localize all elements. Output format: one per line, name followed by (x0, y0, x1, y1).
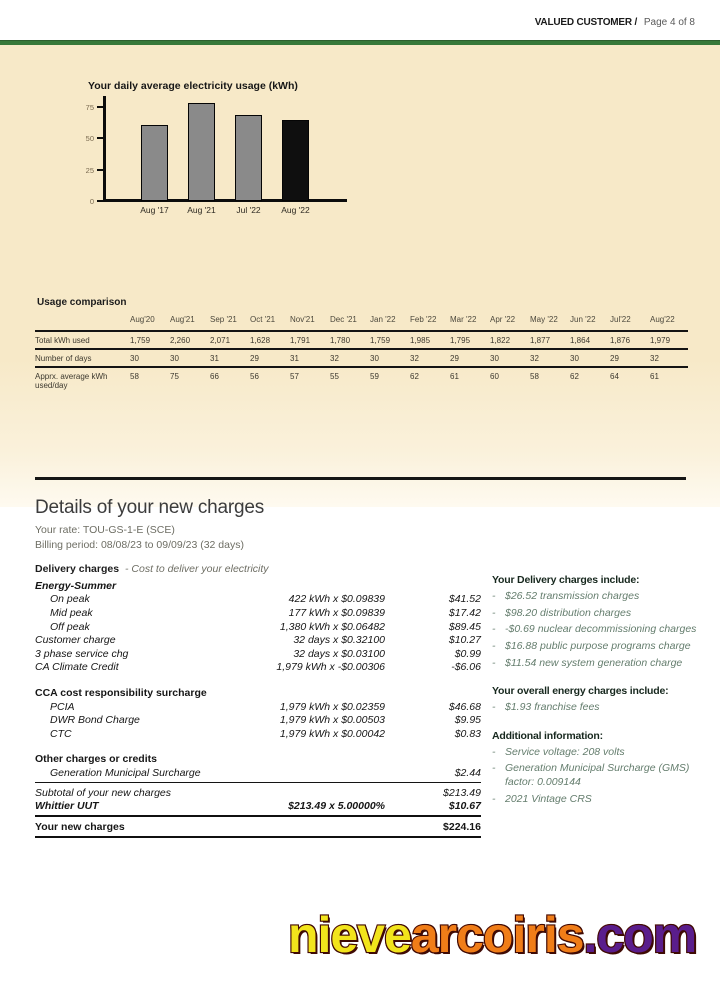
usage-cell: 30 (490, 354, 499, 363)
watermark-part1: nieve (288, 907, 411, 963)
list-item-text: $26.52 transmission charges (505, 590, 640, 602)
list-item (492, 793, 700, 807)
list-item-text: Generation Municipal Surcharge (GMS) factor: 0.009144 (505, 762, 690, 789)
charge-row (35, 820, 481, 834)
usage-cell: 31 (210, 354, 219, 363)
watermark-website (288, 906, 696, 964)
y-tick-mark (97, 137, 104, 139)
usage-column-header: Jan '22 (370, 315, 396, 324)
delivery-charges-note: - Cost to deliver your electricity (124, 563, 269, 575)
usage-cell: 1,795 (450, 336, 471, 345)
charge-label: CTC (50, 727, 72, 740)
charge-amount: $10.67 (448, 800, 481, 813)
charge-calculation: 177 kWh x $0.09839 (288, 606, 385, 619)
table-row (35, 330, 688, 348)
usage-cell: 29 (250, 354, 259, 363)
y-tick-label: 75 (85, 103, 94, 112)
usage-cell: 1,780 (330, 336, 351, 345)
y-tick-label: 0 (89, 197, 94, 206)
charges-rule (35, 782, 481, 783)
charges-rule-thick (35, 836, 481, 838)
charge-row (35, 593, 481, 607)
usage-cell: 1,985 (410, 336, 431, 345)
usage-cell: 30 (130, 354, 139, 363)
charges-subheading: Other charges or credits (35, 753, 157, 766)
usage-row-label: Number of days (35, 354, 92, 363)
charge-calculation: 1,979 kWh x -$0.00306 (276, 661, 385, 674)
watermark-part3: .com (583, 907, 697, 963)
charge-row (35, 799, 481, 813)
usage-cell: 1,877 (530, 336, 551, 345)
usage-cell: 30 (370, 354, 379, 363)
y-tick-mark (97, 106, 104, 108)
list-item (492, 701, 700, 715)
usage-table-header-row (35, 313, 688, 330)
y-tick-label: 50 (85, 134, 94, 143)
usage-cell: 30 (570, 354, 579, 363)
charge-row (35, 727, 481, 741)
rate-line: Your rate: TOU-GS-1-E (SCE) (35, 524, 175, 536)
x-axis-label: Aug '17 (140, 205, 169, 215)
usage-cell: 61 (450, 372, 459, 381)
charge-label: Your new charges (35, 820, 125, 833)
bullet-dash: - (492, 792, 496, 805)
usage-column-header: Aug'21 (170, 315, 195, 324)
additional-information (492, 730, 700, 807)
usage-cell: 1,864 (570, 336, 591, 345)
charge-row (35, 606, 481, 620)
list-item-text: $11.54 new system generation charge (505, 656, 683, 669)
usage-cell: 30 (170, 354, 179, 363)
bullet-dash: - (492, 762, 496, 775)
bullet-dash: - (492, 606, 496, 619)
list-item-text: Service voltage: 208 volts (505, 745, 625, 758)
usage-cell: 2,260 (170, 336, 191, 345)
charge-calculation: 32 days x $0.32100 (293, 634, 385, 647)
page-number: Page 4 of 8 (643, 17, 695, 28)
charge-label: 3 phase service chg (35, 647, 129, 660)
charges-info-sidebar (492, 574, 700, 821)
details-heading: Details of your new charges (35, 497, 265, 518)
x-axis-label: Aug '21 (187, 205, 216, 215)
bullet-dash: - (492, 590, 496, 602)
usage-cell: 29 (610, 354, 619, 363)
watermark-part2: arcoiris (410, 907, 584, 963)
list-item (492, 590, 700, 604)
charge-label: Whittier UUT (35, 800, 99, 813)
usage-column-header: Apr '22 (490, 315, 516, 324)
usage-cell: 57 (290, 372, 299, 381)
bullet-dash: - (492, 656, 496, 669)
charge-amount: $89.45 (448, 620, 481, 633)
charge-label: DWR Bond Charge (50, 714, 140, 727)
y-tick-label: 25 (85, 166, 94, 175)
charge-row (35, 620, 481, 634)
usage-cell: 1,628 (250, 336, 271, 345)
usage-cell: 1,791 (290, 336, 311, 345)
charges-gap (35, 674, 481, 686)
usage-cell: 32 (530, 354, 539, 363)
charge-calculation: $213.49 x 5.00000% (288, 800, 385, 813)
charge-amount: $41.52 (448, 593, 481, 606)
usage-column-header: Aug'20 (130, 315, 155, 324)
x-axis-label: Aug '22 (281, 205, 310, 215)
usage-column-header: Feb '22 (410, 315, 437, 324)
charge-row (35, 661, 481, 675)
delivery-charges-header (35, 563, 269, 575)
charge-row (35, 647, 481, 661)
charge-calculation: 32 days x $0.03100 (293, 647, 385, 660)
energy-charges-include-heading: Your overall energy charges include: (492, 685, 669, 698)
delivery-charges-include-heading: Your Delivery charges include: (492, 574, 640, 586)
charge-amount: $46.68 (448, 700, 481, 713)
list-item-text: $16.88 public purpose programs charge (505, 639, 691, 652)
bullet-dash: - (492, 623, 496, 636)
chart-title: Your daily average electricity usage (kWh) (88, 80, 298, 92)
charges-subheading: CCA cost responsibility surcharge (35, 686, 207, 699)
additional-information-heading: Additional information: (492, 729, 603, 742)
bullet-dash: - (492, 701, 496, 714)
charge-label: CA Climate Credit (35, 661, 119, 674)
usage-column-header: Jul'22 (610, 315, 631, 324)
usage-bar (141, 125, 168, 201)
usage-cell: 1,876 (610, 336, 631, 345)
charges-rule-thick (35, 815, 481, 817)
usage-column-header: Aug'22 (650, 315, 675, 324)
usage-cell: 75 (170, 372, 179, 381)
section-divider (35, 477, 686, 480)
usage-cell: 64 (610, 372, 619, 381)
list-item (492, 607, 700, 621)
charge-amount: -$6.06 (451, 661, 481, 674)
usage-column-header: Nov'21 (290, 315, 315, 324)
usage-cell: 60 (490, 372, 499, 381)
usage-cell: 29 (450, 354, 459, 363)
table-row (35, 366, 688, 393)
usage-cell: 32 (330, 354, 339, 363)
usage-cell: 1,759 (130, 336, 151, 345)
usage-cell: 32 (410, 354, 419, 363)
charge-amount: $17.42 (448, 606, 481, 619)
usage-cell: 66 (210, 372, 219, 381)
list-item (492, 746, 700, 760)
usage-row-label: Apprx. average kWh used/day (35, 372, 108, 390)
usage-comparison-table (35, 313, 688, 393)
charges-table (35, 579, 481, 841)
billing-period-line: Billing period: 08/08/23 to 09/09/23 (32 days) (35, 539, 244, 551)
usage-cell: 58 (530, 372, 539, 381)
delivery-charges-include (492, 574, 700, 670)
list-item-text: 2021 Vintage CRS (505, 792, 592, 805)
y-tick-mark (97, 169, 104, 171)
y-tick-mark (97, 200, 104, 202)
list-item (492, 640, 700, 654)
list-item (492, 657, 700, 671)
charge-label: PCIA (50, 700, 75, 713)
charge-label: On peak (50, 593, 90, 606)
charge-row (35, 633, 481, 647)
charge-calculation: 1,979 kWh x $0.00503 (279, 714, 385, 727)
usage-cell: 1,822 (490, 336, 511, 345)
page-header (535, 17, 695, 28)
delivery-charges-label: Delivery charges (35, 563, 120, 575)
charge-calculation: 1,979 kWh x $0.02359 (279, 700, 385, 713)
charge-amount: $213.49 (443, 786, 481, 799)
usage-bar (235, 115, 262, 201)
usage-cell: 1,759 (370, 336, 391, 345)
charge-calculation: 1,380 kWh x $0.06482 (279, 620, 385, 633)
list-item-text: -$0.69 nuclear decommissioning charges (505, 623, 697, 636)
usage-cell: 62 (410, 372, 419, 381)
charge-calculation: 1,979 kWh x $0.00042 (279, 727, 385, 740)
usage-bar (282, 120, 309, 201)
charge-label: Customer charge (35, 634, 116, 647)
charge-label: Mid peak (50, 606, 93, 619)
usage-cell: 31 (290, 354, 299, 363)
list-item (492, 762, 700, 789)
usage-cell: 55 (330, 372, 339, 381)
charge-amount: $0.83 (454, 727, 481, 740)
charge-row (35, 786, 481, 800)
usage-cell: 1,979 (650, 336, 671, 345)
energy-charges-include (492, 685, 700, 715)
charge-amount: $10.27 (448, 634, 481, 647)
charge-amount: $224.16 (443, 820, 481, 833)
usage-comparison-title: Usage comparison (37, 297, 127, 308)
usage-cell: 32 (650, 354, 659, 363)
charge-amount: $2.44 (454, 766, 481, 779)
list-item-text: $1.93 franchise fees (505, 701, 600, 714)
bullet-dash: - (492, 639, 496, 652)
charge-row (35, 766, 481, 780)
table-row (35, 348, 688, 366)
charge-amount: $0.99 (454, 647, 481, 660)
charge-row (35, 713, 481, 727)
charges-gap (35, 741, 481, 753)
charge-row (35, 700, 481, 714)
chart-y-axis (103, 96, 106, 202)
customer-name: VALUED CUSTOMER / (534, 17, 638, 28)
usage-column-header: May '22 (530, 315, 558, 324)
usage-row-label: Total kWh used (35, 336, 90, 345)
usage-column-header: Sep '21 (210, 315, 237, 324)
list-item-text: $98.20 distribution charges (505, 606, 632, 619)
charge-label: Off peak (50, 620, 90, 633)
usage-cell: 59 (370, 372, 379, 381)
usage-column-header: Mar '22 (450, 315, 477, 324)
charges-subheading: Energy-Summer (35, 579, 117, 592)
usage-column-header: Jun '22 (570, 315, 596, 324)
usage-column-header: Oct '21 (250, 315, 276, 324)
bullet-dash: - (492, 745, 496, 758)
usage-cell: 56 (250, 372, 259, 381)
x-axis-label: Jul '22 (236, 205, 261, 215)
usage-bar (188, 103, 215, 201)
beige-panel (0, 45, 720, 507)
list-item (492, 623, 700, 637)
charge-label: Subtotal of your new charges (35, 786, 171, 799)
usage-header-spacer (35, 313, 128, 320)
charge-label: Generation Municipal Surcharge (50, 766, 201, 779)
charge-amount: $9.95 (454, 714, 481, 727)
usage-cell: 2,071 (210, 336, 231, 345)
chart-x-axis (103, 199, 347, 202)
usage-cell: 58 (130, 372, 139, 381)
usage-cell: 62 (570, 372, 579, 381)
charge-calculation: 422 kWh x $0.09839 (288, 593, 385, 606)
usage-cell: 61 (650, 372, 659, 381)
usage-column-header: Dec '21 (330, 315, 357, 324)
